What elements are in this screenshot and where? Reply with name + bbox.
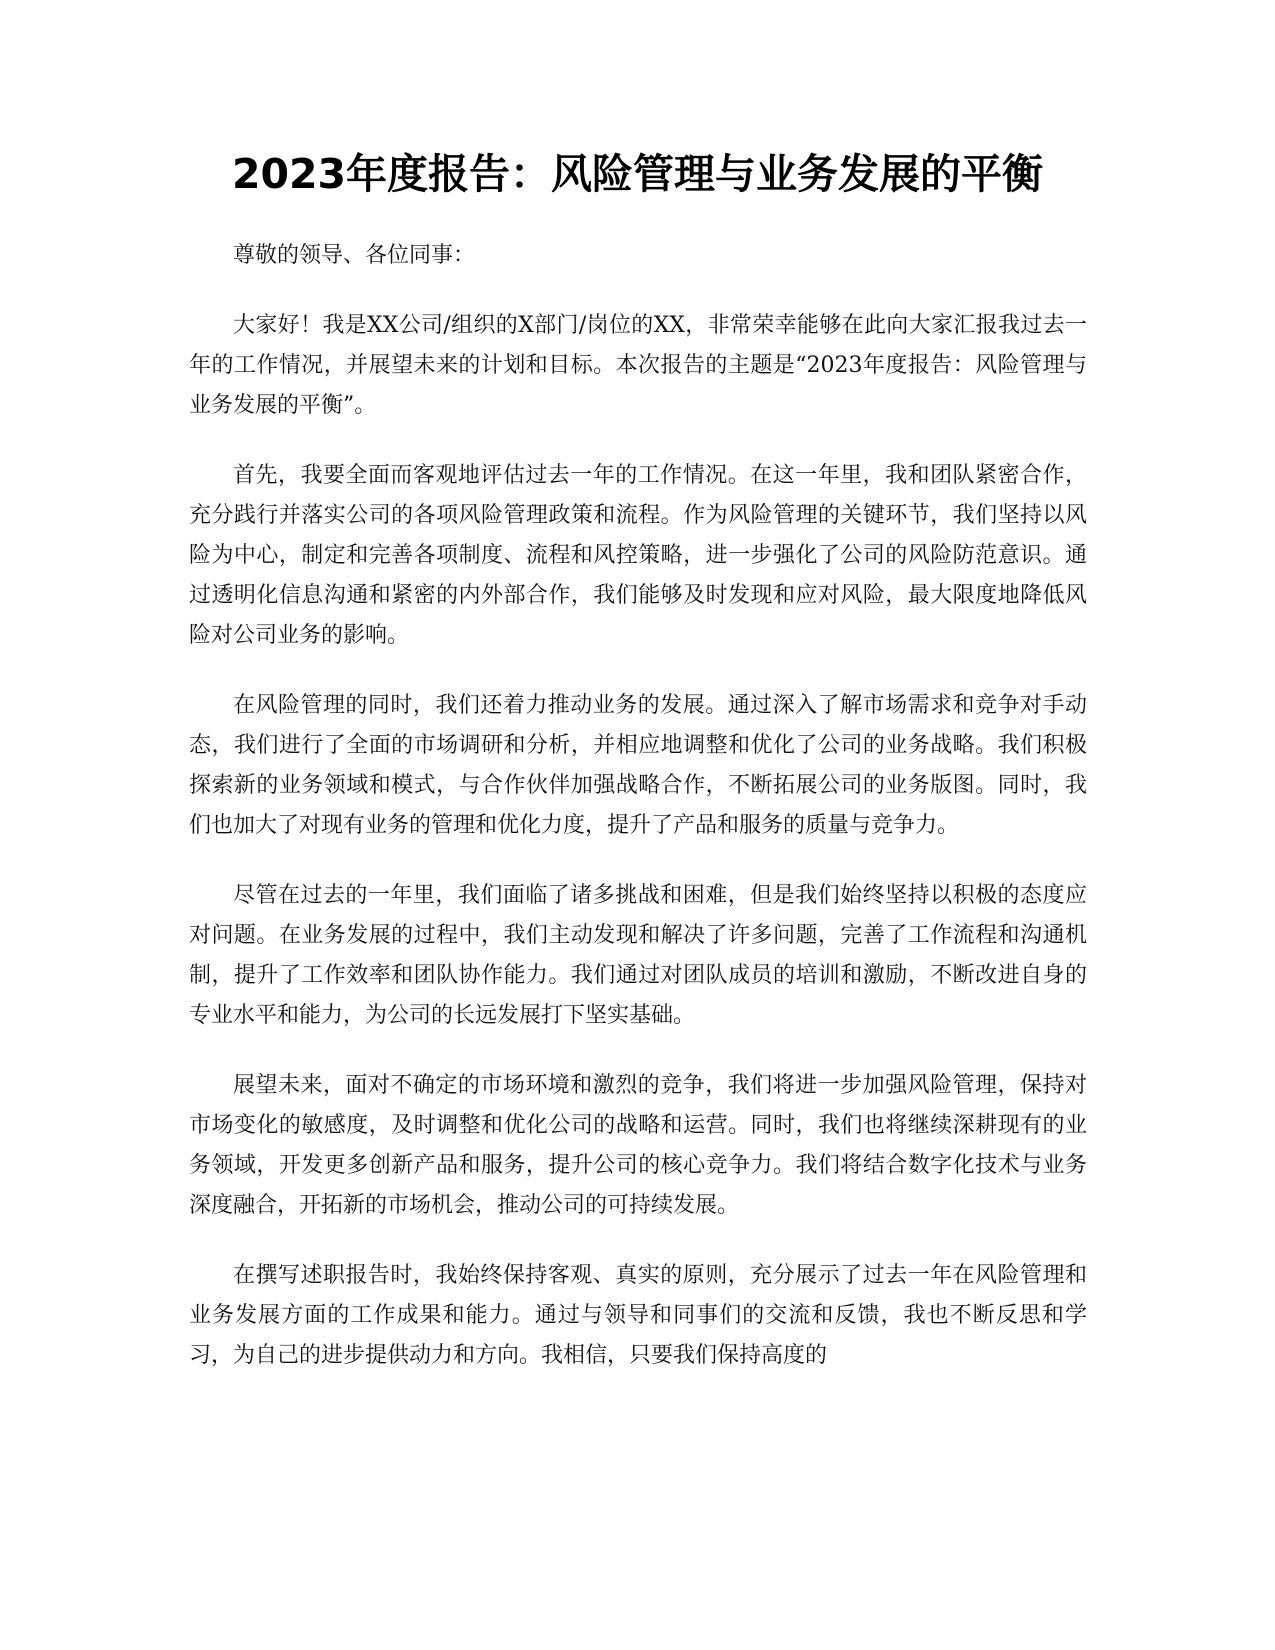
reflection-paragraph: 在撰写述职报告时，我始终保持客观、真实的原则，充分展示了过去一年在风险管理和业务发展方面的工作成果和能力。通过与领导和同事们的交流和反馈，我也不断反思和学习，为自己的进步提供动力和方向。我相信，只要我们保持高度的 bbox=[189, 1263, 1087, 1368]
document-body bbox=[189, 236, 1087, 1406]
salutation-paragraph: 尊敬的领导、各位同事： bbox=[233, 243, 476, 268]
challenges-paragraph: 尽管在过去的一年里，我们面临了诸多挑战和困难，但是我们始终坚持以积极的态度应对问题。在业务发展的过程中，我们主动发现和解决了许多问题，完善了工作流程和沟通机制，提升了工作效率和团队协作能力。我们通过对团队成员的培训和激励，不断改进自身的专业水平和能力，为公司的长远发展打下坚实基础。 bbox=[189, 883, 1087, 1028]
intro-paragraph: 大家好！我是XX公司/组织的X部门/岗位的XX，非常荣幸能够在此向大家汇报我过去一年的工作情况，并展望未来的计划和目标。本次报告的主题是“2023年度报告：风险管理与业务发展的平衡”。 bbox=[189, 313, 1087, 418]
risk-management-paragraph: 首先，我要全面而客观地评估过去一年的工作情况。在这一年里，我和团队紧密合作，充分践行并落实公司的各项风险管理政策和流程。作为风险管理的关键环节，我们坚持以风险为中心，制定和完善各项制度、流程和风控策略，进一步强化了公司的风险防范意识。通过透明化信息沟通和紧密的内外部合作，我们能够及时发现和应对风险，最大限度地降低风险对公司业务的影响。 bbox=[189, 463, 1087, 648]
business-development-paragraph: 在风险管理的同时，我们还着力推动业务的发展。通过深入了解市场需求和竞争对手动态，我们进行了全面的市场调研和分析，并相应地调整和优化了公司的业务战略。我们积极探索新的业务领域和模式，与合作伙伴加强战略合作，不断拓展公司的业务版图。同时，我们也加大了对现有业务的管理和优化力度，提升了产品和服务的质量与竞争力。 bbox=[189, 693, 1087, 838]
outlook-paragraph: 展望未来，面对不确定的市场环境和激烈的竞争，我们将进一步加强风险管理，保持对市场变化的敏感度，及时调整和优化公司的战略和运营。同时，我们也将继续深耕现有的业务领域，开发更多创新产品和服务，提升公司的核心竞争力。我们将结合数字化技术与业务深度融合，开拓新的市场机会，推动公司的可持续发展。 bbox=[189, 1073, 1087, 1218]
document-title: 2023年度报告：风险管理与业务发展的平衡 bbox=[231, 150, 1044, 198]
